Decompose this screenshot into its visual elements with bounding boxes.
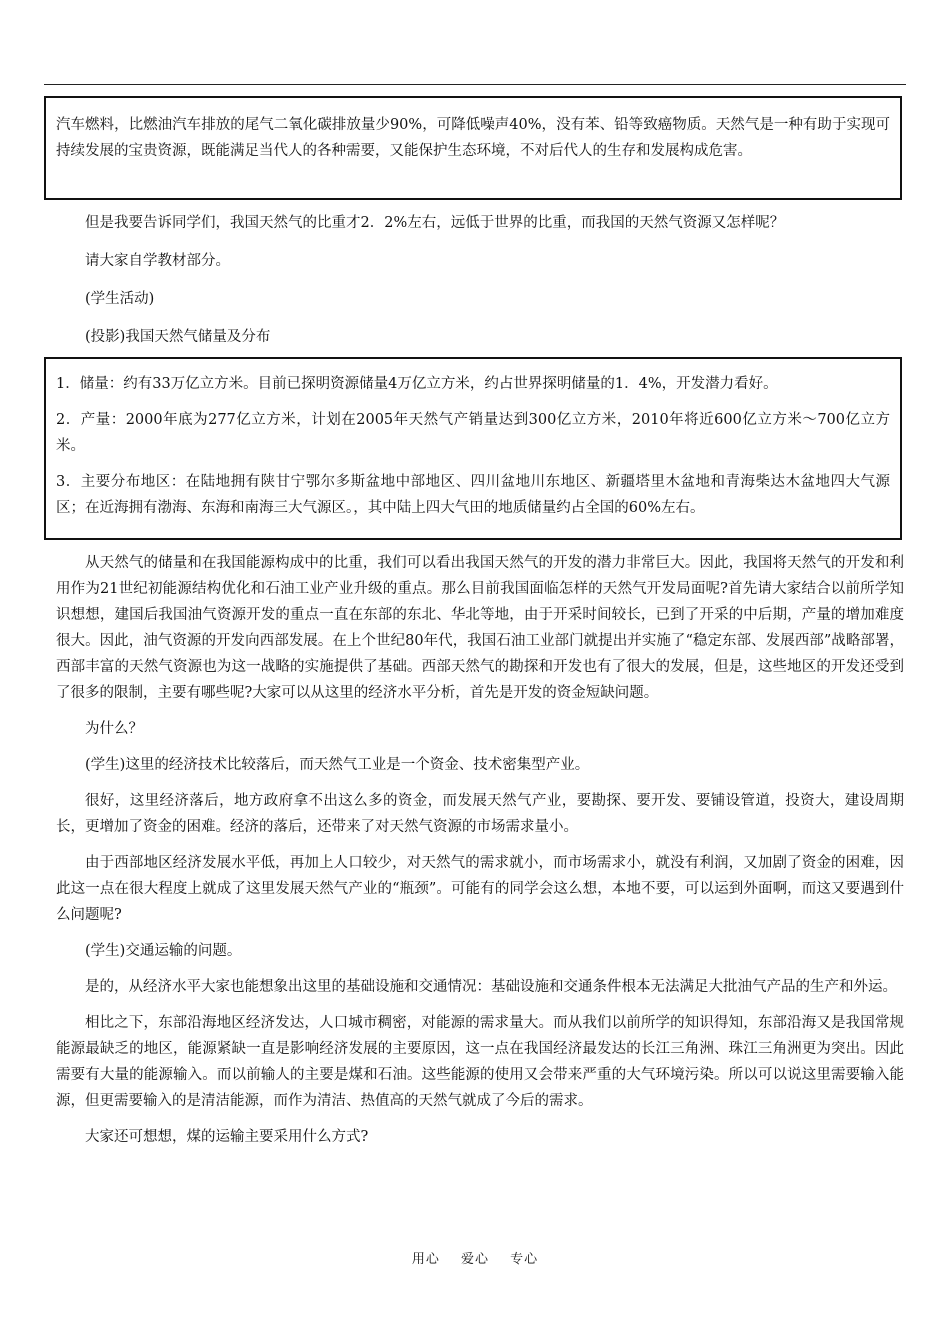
main-body <box>56 550 904 1160</box>
paragraph: (学生活动) <box>85 291 155 307</box>
paragraph: 是的，从经济水平大家也能想象出这里的基础设施和交通情况：基础设施和交通条件根本无法满足大批油气产品的生产和外运。 <box>85 979 897 995</box>
info-box-natural-gas-benefits <box>44 96 902 200</box>
paragraph: (投影)我国天然气储量及分布 <box>85 329 271 345</box>
paragraph: 很好，这里经济落后，地方政府拿不出这么多的资金，而发展天然气产业，要勘探、要开发、要铺设管道，投资大，建设周期长，更增加了资金的困难。经济的落后，还带来了对天然气资源的市场需求量小。 <box>56 793 904 835</box>
paragraph: 请大家自学教材部分。 <box>85 253 230 269</box>
paragraph: 相比之下，东部沿海地区经济发达，人口城市稠密，对能源的需求量大。而从我们以前所学的知识得知，东部沿海又是我国常规能源最缺乏的地区，能源紧缺一直是影响经济发展的主要原因，这一点在我国经济最发达的长江三角洲、珠江三角洲更为突出。因此需要有大量的能源输入。而以前输人的主要是煤和石油。这些能源的使用又会带来严重的大气环境污染。所以可以说这里需要输入能源，但更需要输入的是清洁能源，而作为清洁、热值高的天然气就成了今后的需求。 <box>56 1015 904 1109</box>
paragraph: (学生)交通运输的问题。 <box>85 943 242 959</box>
footer-text: 用心 <box>411 1252 440 1267</box>
list-item: 2．产量：2000年底为277亿立方米，计划在2005年天然气产销量达到300亿立方米，2010年将近600亿立方米～700亿立方米。 <box>56 412 890 454</box>
paragraph: 但是我要告诉同学们，我国天然气的比重才2．2%左右，远低于世界的比重，而我国的天然气资源又怎样呢？ <box>85 215 785 231</box>
page-footer <box>0 1248 950 1267</box>
paragraph: 由于西部地区经济发展水平低，再加上人口较少，对天然气的需求就小，而市场需求小，就没有利润，又加剧了资金的困难，因此这一点在很大程度上就成了这里发展天然气产业的“瓶颈”。可能有的同学会这么想，本地不要，可以运到外面啊，而这又要遇到什么问题呢? <box>56 855 904 923</box>
footer-text: 爱心 <box>460 1252 489 1267</box>
paragraph: 为什么？ <box>85 721 143 737</box>
footer-text: 专心 <box>510 1252 539 1267</box>
list-item: 3．主要分布地区：在陆地拥有陕甘宁鄂尔多斯盆地中部地区、四川盆地川东地区、新疆塔里木盆地和青海柴达木盆地四大气源区；在近海拥有渤海、东海和南海三大气源区。，其中陆上四大气田的地质储量约占全国的60%左右。 <box>56 474 890 516</box>
intro-section <box>56 210 904 362</box>
box-text: 汽车燃料，比燃油汽车排放的尾气二氧化碳排放量少90%，可降低噪声40%，没有苯、铅等致癌物质。天然气是一种有助于实现可持续发展的宝贵资源，既能满足当代人的各种需要，又能保护生态环境，不对后代人的生存和发展构成危害。 <box>56 117 890 159</box>
header-rule <box>44 84 906 85</box>
paragraph: 从天然气的储量和在我国能源构成中的比重，我们可以看出我国天然气的开发的潜力非常巨大。因此，我国将天然气的开发和利用作为21世纪初能源结构优化和石油工业产业升级的重点。那么目前我国面临怎样的天然气开发局面呢?首先请大家结合以前所学知识想想，建国后我国油气资源开发的重点一直在东部的东北、华北等地，由于开采时间较长，已到了开采的中后期，产量的增加难度很大。因此，油气资源的开发向西部发展。在上个世纪80年代，我国石油工业部门就提出并实施了“稳定东部、发展西部”战略部署，西部丰富的天然气资源也为这一战略的实施提供了基础。西部天然气的勘探和开发也有了很大的发展，但是，这些地区的开发还受到了很多的限制，主要有哪些呢?大家可以从这里的经济水平分析，首先是开发的资金短缺问题。 <box>56 555 904 701</box>
info-box-reserves-distribution <box>44 357 902 540</box>
list-item: 1．储量：约有33万亿立方米。目前已探明资源储量4万亿立方米，约占世界探明储量的1．4%，开发潜力看好。 <box>56 376 778 392</box>
paragraph: 大家还可想想，煤的运输主要采用什么方式? <box>85 1129 369 1145</box>
paragraph: (学生)这里的经济技术比较落后，而天然气工业是一个资金、技术密集型产业。 <box>85 757 590 773</box>
